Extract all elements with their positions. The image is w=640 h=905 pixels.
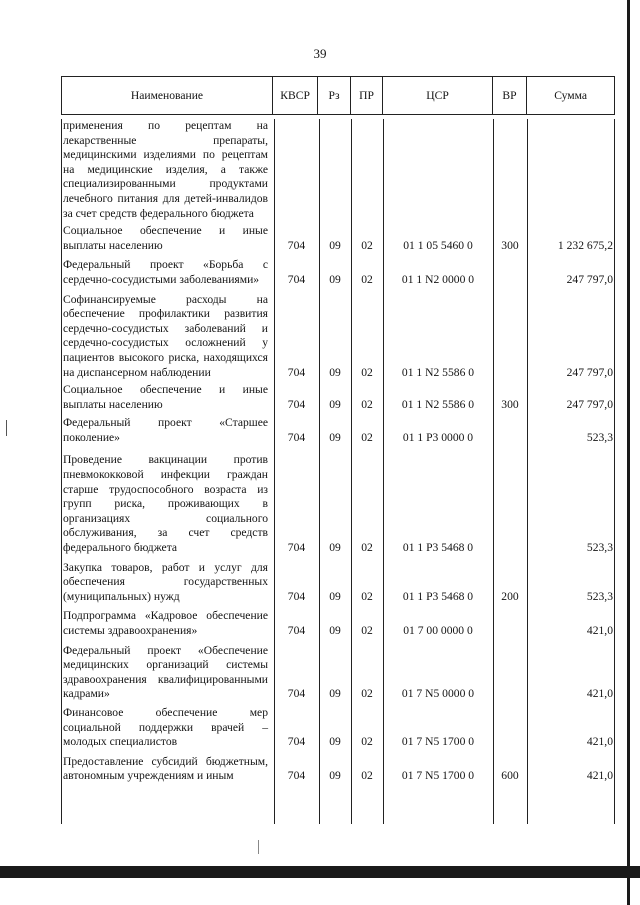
row-rz: 09 <box>329 365 341 379</box>
row-sum: 421,0 <box>586 769 613 783</box>
table-row <box>61 416 615 445</box>
header-pr: ПР <box>350 77 383 114</box>
row-csr: 01 7 N5 0000 0 <box>401 687 475 701</box>
row-pr: 02 <box>361 238 373 252</box>
row-vr: 200 <box>501 589 519 603</box>
row-pr: 02 <box>361 397 373 411</box>
row-pr: 02 <box>361 272 373 286</box>
row-rz: 09 <box>329 397 341 411</box>
row-rz: 09 <box>329 238 341 252</box>
row-name: Софинансируемые расходы на обеспечение профилактики развития сердечно-сосудистых заболеваний и сердечно-сосудистых осложнений у пациентов высокого риска, находящихся на диспансерном наблюдении <box>63 292 268 379</box>
row-name: Проведение вакцинации против пневмококковой инфекции граждан старше трудоспособного возраста из групп риска, проживающих в организациях социального обслуживания, за счет средств федерального бюджета <box>63 453 268 555</box>
row-rz: 09 <box>329 430 341 444</box>
row-kvsr: 704 <box>287 430 306 444</box>
column-line <box>351 119 352 824</box>
row-pr: 02 <box>361 769 373 783</box>
header-csr: ЦСР <box>382 77 491 114</box>
row-kvsr: 704 <box>287 769 306 783</box>
row-name: Федеральный проект «Старшее поколение» <box>63 416 268 444</box>
row-csr: 01 1 N2 0000 0 <box>401 272 475 286</box>
row-kvsr: 704 <box>287 687 306 701</box>
row-name: Социальное обеспечение и иные выплаты населению <box>63 383 268 411</box>
row-kvsr: 704 <box>287 272 306 286</box>
row-vr: 300 <box>501 397 519 411</box>
header-vr: ВР <box>492 77 527 114</box>
row-name: Закупка товаров, работ и услуг для обеспечения государственных (муниципальных) нужд <box>63 560 268 603</box>
row-csr: 01 7 N5 1700 0 <box>401 735 475 749</box>
table-body <box>61 119 615 784</box>
row-name: применения по рецептам на лекарственные препараты, медицинскими изделиями по рецептам на медицинские изделия, а также специализированными продуктами лечебного питания для детей-инвалидов за счет средств федерального бюджета <box>63 119 268 220</box>
row-csr: 01 7 N5 1700 0 <box>401 769 475 783</box>
scan-edge-bottom <box>0 866 640 878</box>
table-row <box>61 561 615 605</box>
row-rz: 09 <box>329 735 341 749</box>
budget-table <box>61 76 615 784</box>
row-rz: 09 <box>329 624 341 637</box>
row-rz: 09 <box>329 769 341 783</box>
scan-edge-right <box>627 0 630 905</box>
row-vr: 600 <box>501 769 519 783</box>
row-pr: 02 <box>361 541 373 555</box>
table-row <box>61 755 615 784</box>
row-name: Федеральный проект «Борьба с сердечно-сосудистыми заболеваниями» <box>63 258 268 286</box>
row-csr: 01 1 05 5460 0 <box>403 238 473 252</box>
row-kvsr: 704 <box>287 624 306 637</box>
header-rz: Рз <box>317 77 350 114</box>
row-sum: 421,0 <box>586 687 613 701</box>
row-kvsr: 704 <box>287 541 306 555</box>
row-csr: 01 1 P3 0000 0 <box>402 430 474 444</box>
row-name: Социальное обеспечение и иные выплаты населению <box>63 224 268 252</box>
column-line <box>319 119 320 824</box>
column-line <box>493 119 494 824</box>
table-row <box>61 119 615 221</box>
row-csr: 01 1 N2 5586 0 <box>401 365 475 379</box>
row-pr: 02 <box>361 735 373 749</box>
row-name: Предоставление субсидий бюджетным, автономным учреждениям и иным <box>63 754 268 783</box>
column-line <box>383 119 384 824</box>
column-line <box>274 119 275 824</box>
row-sum: 247 797,0 <box>566 365 613 379</box>
table-header <box>61 76 615 115</box>
row-kvsr: 704 <box>287 735 306 749</box>
row-rz: 09 <box>329 687 341 701</box>
row-sum: 523,3 <box>586 541 613 555</box>
row-sum: 523,3 <box>586 589 613 603</box>
page-number: 39 <box>313 46 327 61</box>
table-row <box>61 258 615 287</box>
column-line <box>527 119 528 824</box>
row-kvsr: 704 <box>287 397 306 411</box>
row-name: Подпрограмма «Кадровое обеспечение системы здравоохранения» <box>63 609 268 637</box>
row-kvsr: 704 <box>287 365 306 379</box>
row-csr: 01 1 N2 5586 0 <box>401 397 475 411</box>
row-pr: 02 <box>361 365 373 379</box>
row-sum: 421,0 <box>586 735 613 749</box>
row-pr: 02 <box>361 430 373 444</box>
table-row <box>61 224 615 253</box>
column-line <box>61 119 62 824</box>
row-kvsr: 704 <box>287 238 306 252</box>
scan-mark-bottom <box>258 840 259 854</box>
row-csr: 01 7 00 0000 0 <box>403 624 473 637</box>
table-row <box>61 706 615 750</box>
row-rz: 09 <box>329 589 341 603</box>
scan-mark-left <box>6 420 7 436</box>
header-kvsr: КВСР <box>272 77 317 114</box>
row-rz: 09 <box>329 272 341 286</box>
row-csr: 01 1 P3 5468 0 <box>402 589 474 603</box>
table-row <box>61 293 615 381</box>
row-pr: 02 <box>361 687 373 701</box>
row-name: Федеральный проект «Обеспечение медицинских организаций системы здравоохранения квалифицированными кадрами» <box>63 643 268 701</box>
column-line <box>614 119 615 824</box>
row-rz: 09 <box>329 541 341 555</box>
row-kvsr: 704 <box>287 589 306 603</box>
row-sum: 247 797,0 <box>566 397 613 411</box>
row-pr: 02 <box>361 589 373 603</box>
header-name: Наименование <box>130 89 204 102</box>
table-row <box>61 383 615 412</box>
row-sum: 1 232 675,2 <box>557 238 613 252</box>
header-sum: Сумма <box>526 77 614 114</box>
table-row <box>61 609 615 638</box>
row-csr: 01 1 P3 5468 0 <box>402 541 474 555</box>
row-sum: 523,3 <box>586 430 613 444</box>
table-row <box>61 644 615 702</box>
row-pr: 02 <box>361 624 373 637</box>
row-vr: 300 <box>501 238 519 252</box>
row-sum: 247 797,0 <box>566 272 613 286</box>
row-name: Финансовое обеспечение мер социальной поддержки врачей – молодых специалистов <box>63 705 268 749</box>
row-sum: 421,0 <box>586 624 613 637</box>
table-row <box>61 453 615 555</box>
